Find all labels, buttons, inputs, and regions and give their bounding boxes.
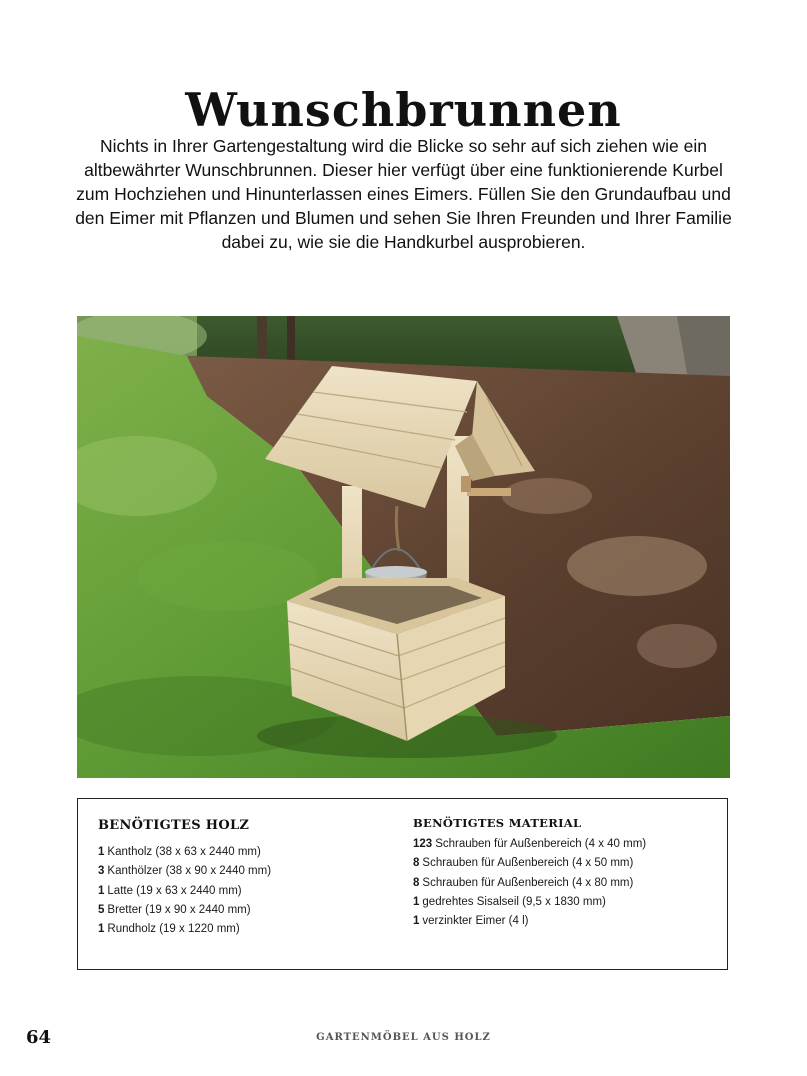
wishing-well-photo — [77, 316, 730, 778]
list-item: 1 Kantholz (38 x 63 x 2440 mm) — [98, 846, 261, 858]
material-heading: BENÖTIGTES MATERIAL — [413, 816, 582, 830]
page-number: 64 — [26, 1027, 52, 1048]
list-item: 8 Schrauben für Außenbereich (4 x 50 mm) — [413, 857, 634, 870]
list-item: 1 Rundholz (19 x 1220 mm) — [98, 923, 240, 936]
list-item: 8 Schrauben für Außenbereich (4 x 80 mm) — [413, 876, 634, 889]
list-item: 1 gedrehtes Sisalseil (9,5 x 1830 mm) — [413, 895, 606, 908]
list-item: 5 Bretter (19 x 90 x 2440 mm) — [98, 903, 251, 916]
page-title: Wunschbrunnen — [185, 82, 622, 137]
running-footer: GARTENMÖBEL AUS HOLZ — [316, 1032, 491, 1043]
material-list — [413, 835, 718, 931]
list-item: 123 Schrauben für Außenbereich (4 x 40 mm) — [413, 838, 647, 850]
wood-heading: BENÖTIGTES HOLZ — [98, 818, 250, 833]
intro-paragraph: Nichts in Ihrer Gartengestaltung wird die Blicke so sehr auf sich ziehen wie ein altbewährter Wunschbrunnen. Dieser hier verfügt über eine funktionierende Kurbel zum Hochziehen und Hinunterlassen eines Eimers. Füllen Sie den Grundaufbau und den Eimer mit Pflanzen und Blumen und sehen Sie Ihren Freunden und Ihrer Familie dabei zu, wie sie die Handkurbel ausprobieren. — [75, 136, 732, 252]
wood-column — [98, 817, 398, 939]
list-item: 1 Latte (19 x 63 x 2440 mm) — [98, 884, 242, 897]
wood-list — [98, 843, 398, 939]
list-item: 3 Kanthölzer (38 x 90 x 2440 mm) — [98, 865, 272, 878]
materials-box — [77, 798, 728, 970]
material-column — [413, 817, 718, 931]
list-item: 1 verzinkter Eimer (4 l) — [413, 915, 529, 928]
